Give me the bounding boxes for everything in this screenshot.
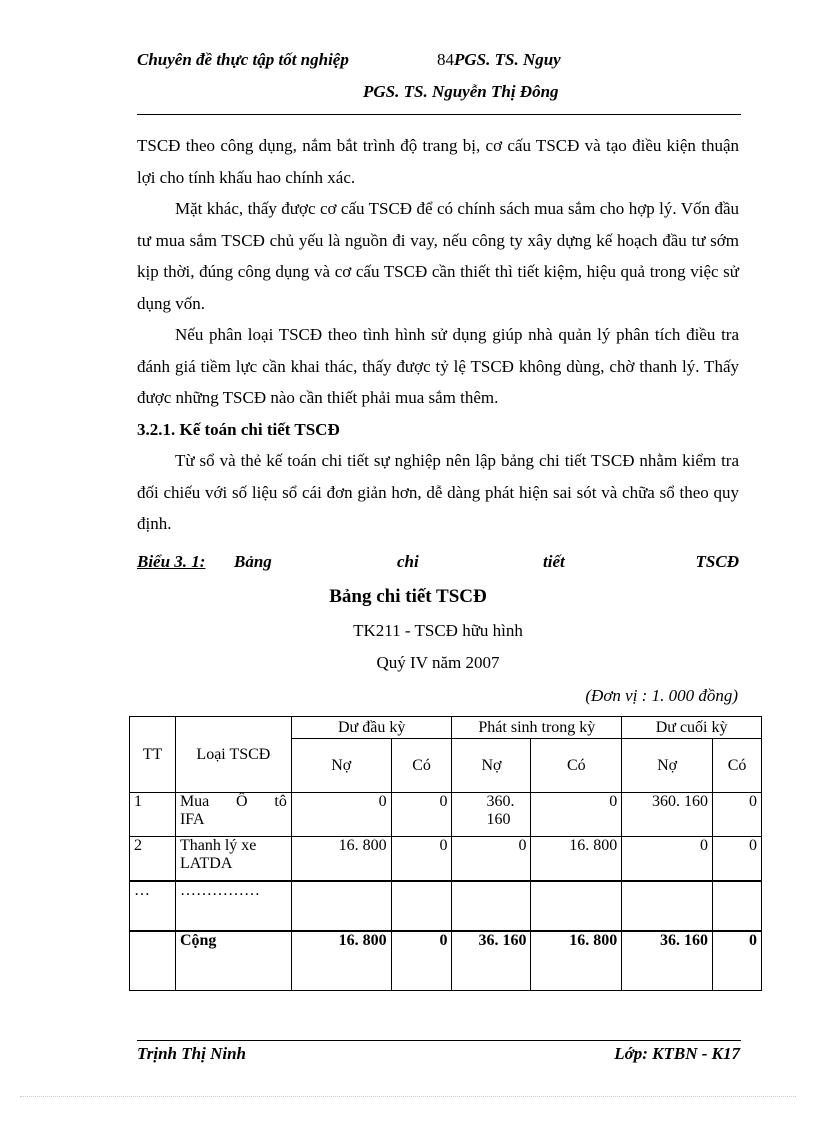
cell-movement-debit — [452, 881, 531, 931]
table-title: Bảng chi tiết TSCĐ — [329, 586, 487, 607]
cell-opening-credit — [391, 881, 452, 931]
caption-label: Biểu 3. 1: — [137, 552, 206, 571]
cell-movement-credit: 0 — [531, 793, 622, 837]
page-edge — [20, 1096, 796, 1097]
paragraph-4: Từ sổ và thẻ kế toán chi tiết sự nghiệp nên lập bảng chi tiết TSCĐ nhằm kiểm tra đối chiếu với số liệu sổ cái đơn giản hơn, dễ dàng phát hiện sai sót và chữa sổ theo quy định. — [137, 451, 739, 533]
cell-total-movement-debit: 36. 160 — [452, 931, 531, 991]
header-divider — [137, 114, 741, 115]
cell-movement-debit: 360. 160 — [452, 793, 531, 837]
paragraph-1: TSCĐ theo công dụng, nắm bắt trình độ trang bị, cơ cấu TSCĐ và tạo điều kiện thuận lợi cho tính khấu hao chính xác. — [137, 136, 739, 187]
caption-word-3: tiết — [543, 552, 565, 571]
cell-opening-credit: 0 — [391, 793, 452, 837]
cell-closing-credit: 0 — [713, 793, 762, 837]
cell-closing-credit: 0 — [713, 837, 762, 881]
cell-closing-debit — [622, 881, 713, 931]
header-asset-type: Loại TSCĐ — [175, 717, 291, 793]
cell-movement-credit — [531, 881, 622, 931]
header-document-title: Chuyên đề thực tập tốt nghiệp — [137, 50, 349, 69]
cell-movement-credit: 16. 800 — [531, 837, 622, 881]
table-header-row-1 — [130, 717, 762, 739]
cell-asset-name: Thanh lý xe LATDA — [175, 837, 291, 881]
header-supervisor: PGS. TS. Nguyễn Thị Đông — [363, 82, 559, 101]
cell-opening-debit: 16. 800 — [291, 837, 391, 881]
cell-opening-debit: 0 — [291, 793, 391, 837]
cell-asset-name: Mua Ô tô IFA — [175, 793, 291, 837]
table-row — [130, 793, 762, 837]
footer-divider — [137, 1040, 741, 1041]
asset-detail-table — [129, 716, 762, 991]
cell-opening-debit — [291, 881, 391, 931]
cell-closing-debit: 360. 160 — [622, 793, 713, 837]
header-closing-balance: Dư cuối kỳ — [622, 717, 762, 739]
cell-total-closing-debit: 36. 160 — [622, 931, 713, 991]
header-opening-credit: Có — [391, 739, 452, 793]
header-opening-debit: Nợ — [291, 739, 391, 793]
header-movement-debit: Nợ — [452, 739, 531, 793]
footer-author: Trịnh Thị Ninh — [137, 1044, 246, 1063]
footer-class: Lớp: KTBN - K17 — [614, 1044, 740, 1063]
header-tt: TT — [130, 717, 176, 793]
header-page-info — [437, 50, 561, 70]
header-closing-credit: Có — [713, 739, 762, 793]
cell-closing-debit: 0 — [622, 837, 713, 881]
figure-caption — [137, 552, 739, 576]
table-unit: (Đơn vị : 1. 000 đồng) — [585, 686, 738, 705]
cell-total-opening-debit: 16. 800 — [291, 931, 391, 991]
paragraph-2: Mặt khác, thấy được cơ cấu TSCĐ để có chính sách mua sắm cho hợp lý. Vốn đầu tư mua sắm TSCĐ chủ yếu là nguồn đi vay, nếu công ty xây dựng kế hoạch đầu tư sớm kịp thời, đúng công dụng và cơ cấu TSCĐ cần thiết thì tiết kiệm, hiệu quả trong việc sử dụng vốn. — [137, 199, 739, 313]
header-period-movement: Phát sinh trong kỳ — [452, 717, 622, 739]
header-opening-balance: Dư đầu kỳ — [291, 717, 452, 739]
table-row — [130, 837, 762, 881]
table-total-row — [130, 931, 762, 991]
caption-word-4: TSCĐ — [695, 552, 739, 571]
cell-total-movement-credit: 16. 800 — [531, 931, 622, 991]
body-text — [137, 130, 739, 540]
section-title: 3.2.1. Kế toán chi tiết TSCĐ — [137, 419, 340, 439]
table-period: Quý IV năm 2007 — [376, 653, 500, 672]
table-row — [130, 881, 762, 931]
cell-asset-name: …………… — [175, 881, 291, 931]
cell-total-opening-credit: 0 — [391, 931, 452, 991]
cell-tt — [130, 931, 176, 991]
cell-closing-credit — [713, 881, 762, 931]
paragraph-3: Nếu phân loại TSCĐ theo tình hình sử dụng giúp nhà quản lý phân tích điều tra đánh giá tiềm lực cần khai thác, thấy được tỷ lệ TSCĐ không dùng, chờ thanh lý. Thấy được những TSCĐ nào cần thiết phải mua sắm thêm. — [137, 325, 739, 407]
cell-total-closing-credit: 0 — [713, 931, 762, 991]
cell-total-label: Cộng — [175, 931, 291, 991]
header-movement-credit: Có — [531, 739, 622, 793]
table-subtitle: TK211 - TSCĐ hữu hình — [353, 621, 523, 640]
header-supervisor-truncated: PGS. TS. Nguy — [454, 50, 561, 69]
cell-movement-debit: 0 — [452, 837, 531, 881]
cell-tt: … — [130, 881, 176, 931]
caption-word-1: Bảng — [234, 552, 272, 571]
cell-opening-credit: 0 — [391, 837, 452, 881]
header-closing-debit: Nợ — [622, 739, 713, 793]
cell-tt: 1 — [130, 793, 176, 837]
page-number: 84 — [437, 50, 454, 69]
cell-tt: 2 — [130, 837, 176, 881]
caption-word-2: chi — [397, 552, 419, 571]
